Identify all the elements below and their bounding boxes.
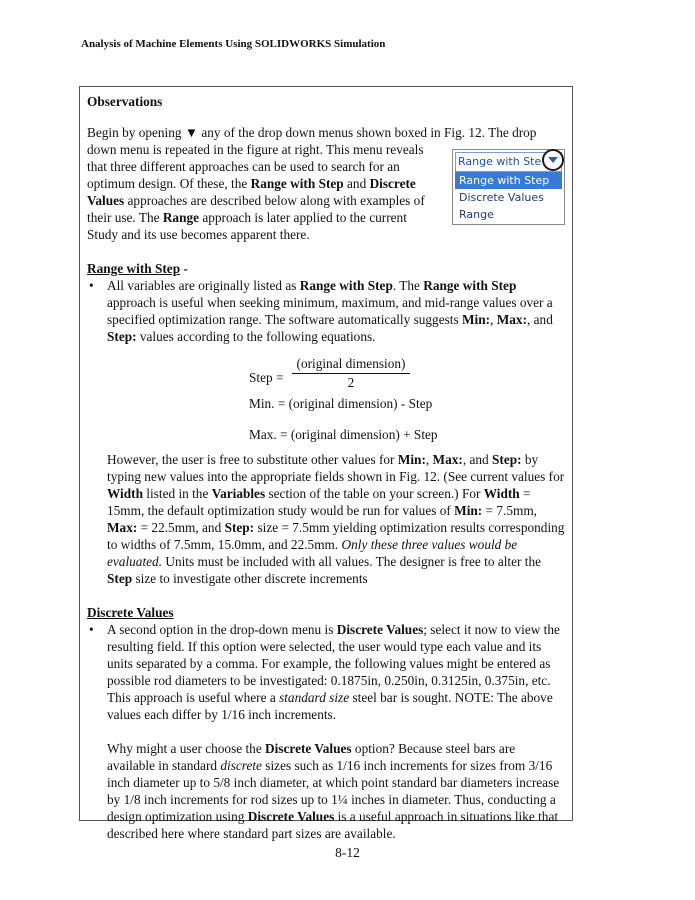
dropdown-menu-figure (452, 149, 565, 225)
bold-term: Discrete Values (336, 622, 424, 637)
dropdown-current-value (455, 152, 562, 172)
discrete-values-heading-line (87, 604, 565, 621)
discrete-values-heading: Discrete Values (87, 605, 174, 620)
page-number: 8-12 (335, 845, 360, 860)
heading-suffix: - (180, 261, 188, 276)
body-text: However, the user is free to substitute other values for (107, 452, 398, 467)
bold-term: Min: (461, 312, 491, 327)
bold-term: Discrete Values (247, 809, 335, 824)
section-title: Observations (87, 94, 163, 109)
bold-term: Width (107, 486, 143, 501)
body-text: size = 7.5mm yielding optimization results corresponding to widths of 7.5mm, 15.0mm, and 22.5mm. (107, 520, 565, 552)
bold-term: Variables (211, 486, 266, 501)
intro-text: approaches are described below along with examples of their use. The (87, 193, 425, 225)
bold-term: Max: (496, 312, 527, 327)
discrete-values-bullet (87, 621, 565, 723)
bold-term: Max: (432, 452, 463, 467)
body-text: steel bar is sought. NOTE: The above values each differ by 1/16 inch increments. (107, 690, 553, 722)
body-text: , and (527, 312, 553, 327)
body-text: , (425, 452, 433, 467)
body-text: = 22.5mm, and (137, 520, 225, 535)
range-with-step-heading: Range with Step (87, 261, 181, 276)
intro-bold-range-step: Range with Step (250, 176, 344, 191)
body-text: size to investigate other discrete increments (132, 571, 368, 586)
body-text: , and (462, 452, 492, 467)
dropdown-current-label: Range with Ste (458, 155, 542, 168)
body-text: Why might a user choose the (107, 741, 266, 756)
body-text: Units must be included with all values. The designer is free to alter the (162, 554, 542, 569)
body-text: All variables are originally listed as (107, 278, 300, 293)
bold-term: Step: (224, 520, 255, 535)
equation-step-fraction (292, 355, 410, 391)
body-text: = 15mm, the default optimization study would be run for values of (107, 486, 531, 518)
body-text: = 7.5mm, (482, 503, 537, 518)
body-text: approach is useful when seeking minimum, maximum, and mid-range values over a specified optimization range. The software automatically suggests (107, 295, 553, 327)
body-text: by typing new values into the appropriate fields shown in Fig. 12. (See current values for (107, 452, 565, 484)
bold-term: Min: (454, 503, 483, 518)
observations-content (87, 93, 565, 842)
intro-text: approach is later applied to the current Study and its use becomes apparent there. (87, 210, 407, 242)
running-title: Analysis of Machine Elements Using SOLIDWORKS Simulation (81, 38, 386, 50)
intro-line-1: Begin by opening ▼ any of the drop down menus shown boxed in Fig. 12. The drop (87, 125, 537, 140)
intro-paragraph (87, 141, 439, 243)
italic-text: discrete (220, 758, 262, 773)
body-text: ; select it now to view the resulting field. If this option were selected, the user would type each value and its units separated by a comma. For example, the following values might be entered as possible rod diameters to be investigated: 0.1875in, 0.250in, 0.3125in, 0.375in, etc. This approach is useful where a (107, 622, 560, 705)
body-text: , (490, 312, 497, 327)
body-text: sizes such as 1/16 inch increments for sizes from 3/16 inch diameter up to 5/8 inch diameter, at which point standard bar diameters increase by 1/8 inch increments for rod sizes up to 1¼ inches in diameter. Thus, conducting a design optimization using (107, 758, 560, 824)
menu-option-range-with-step: Range with Step (455, 172, 562, 189)
bold-term: Width (483, 486, 520, 501)
range-with-step-paragraph-2 (87, 451, 565, 587)
intro-text: down menu is repeated in the figure at right. This menu reveals that three different approaches can be used to search for an optimum design. Of these, the (87, 142, 424, 191)
bold-term: Step (107, 571, 133, 586)
menu-option-discrete-values: Discrete Values (459, 191, 544, 204)
intro-text: and (343, 176, 370, 191)
body-text: values according to the following equations. (136, 329, 376, 344)
menu-option-range: Range (459, 208, 494, 221)
fraction-numerator: (original dimension) (292, 355, 410, 374)
equation-max: Max. = (original dimension) + Step (249, 427, 438, 442)
observations-box (79, 86, 573, 841)
fraction-denominator: 2 (347, 375, 355, 390)
bold-term: Range with Step (423, 278, 517, 293)
bold-term: Range with Step (299, 278, 393, 293)
range-with-step-heading-line (87, 260, 565, 277)
italic-text: standard size (279, 690, 350, 705)
dropdown-arrow-circle (542, 149, 564, 171)
intro-bold-range: Range (162, 210, 200, 225)
equation-step-label: Step = (249, 370, 284, 385)
bold-term: Max: (107, 520, 138, 535)
body-text: option? Because steel bars are available in standard (107, 741, 516, 773)
body-text: A second option in the drop-down menu is (107, 622, 337, 637)
intro-bold-discrete: Discrete Values (87, 176, 416, 208)
chevron-down-icon (548, 157, 558, 163)
bold-term: Step: (107, 329, 137, 344)
equations-block (87, 355, 565, 442)
italic-text: Only these three values would be evaluated. (107, 537, 518, 569)
body-text: is a useful approach in situations like that described here where standard part sizes are available. (107, 809, 559, 841)
bold-term: Min: (397, 452, 426, 467)
equation-min: Min. = (original dimension) - Step (249, 396, 433, 411)
body-text: section of the table on your screen.) For (265, 486, 484, 501)
range-with-step-bullet (87, 277, 565, 345)
bold-term: Discrete Values (265, 741, 352, 756)
bold-term: Step: (492, 452, 522, 467)
body-text: . The (392, 278, 424, 293)
body-text: listed in the (142, 486, 212, 501)
discrete-values-paragraph-2 (87, 740, 565, 842)
